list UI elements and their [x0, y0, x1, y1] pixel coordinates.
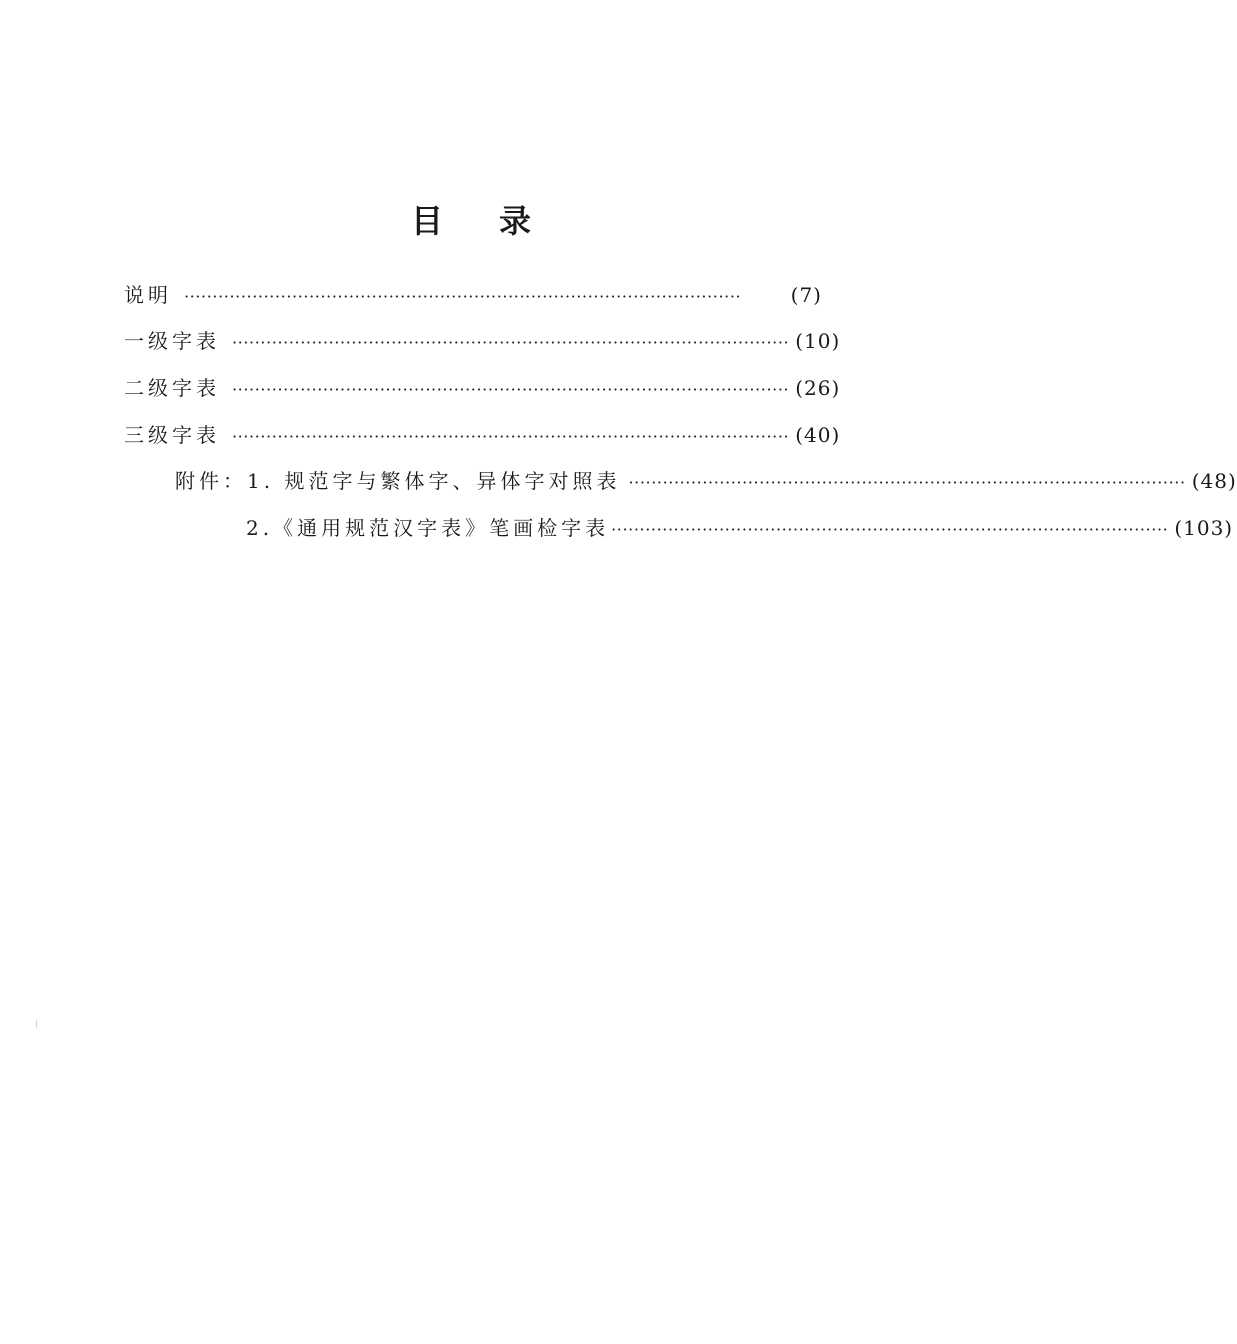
dot-leader: ··································································································	[232, 427, 790, 446]
toc-entry-appendix-two[interactable]	[246, 513, 1234, 543]
toc-entry-level-three-table[interactable]	[124, 420, 841, 450]
toc-entry-label: 说明	[124, 283, 172, 307]
toc-page-number: (7)	[790, 283, 822, 307]
dot-leader: ··································································································	[232, 333, 790, 352]
toc-entry-instructions[interactable]	[124, 280, 822, 310]
toc-entry-label: 2.《通用规范汉字表》笔画检字表	[246, 516, 610, 540]
toc-entry-appendix-one[interactable]	[175, 466, 1237, 496]
toc-page-number: (26)	[795, 376, 841, 400]
page-title: 目录	[410, 202, 587, 240]
toc-entry-level-one-table[interactable]	[124, 326, 841, 356]
toc-entry-label: 附件：1. 规范字与繁体字、异体字对照表	[175, 469, 621, 493]
toc-entry-label: 一级字表	[124, 329, 220, 353]
toc-entry-level-two-table[interactable]	[124, 373, 841, 403]
dot-leader: ··································································································	[184, 287, 742, 306]
toc-page-number: (10)	[795, 329, 841, 353]
dot-leader: ··································································································	[628, 473, 1186, 492]
toc-page-number: (103)	[1174, 516, 1234, 540]
toc-page-number: (48)	[1191, 469, 1237, 493]
toc-page-number: (40)	[795, 423, 841, 447]
toc-entry-label: 二级字表	[124, 376, 220, 400]
dot-leader: ··································································································	[611, 520, 1169, 539]
scan-artifact	[36, 1020, 37, 1028]
toc-entry-label: 三级字表	[124, 423, 220, 447]
dot-leader: ··································································································	[232, 380, 790, 399]
